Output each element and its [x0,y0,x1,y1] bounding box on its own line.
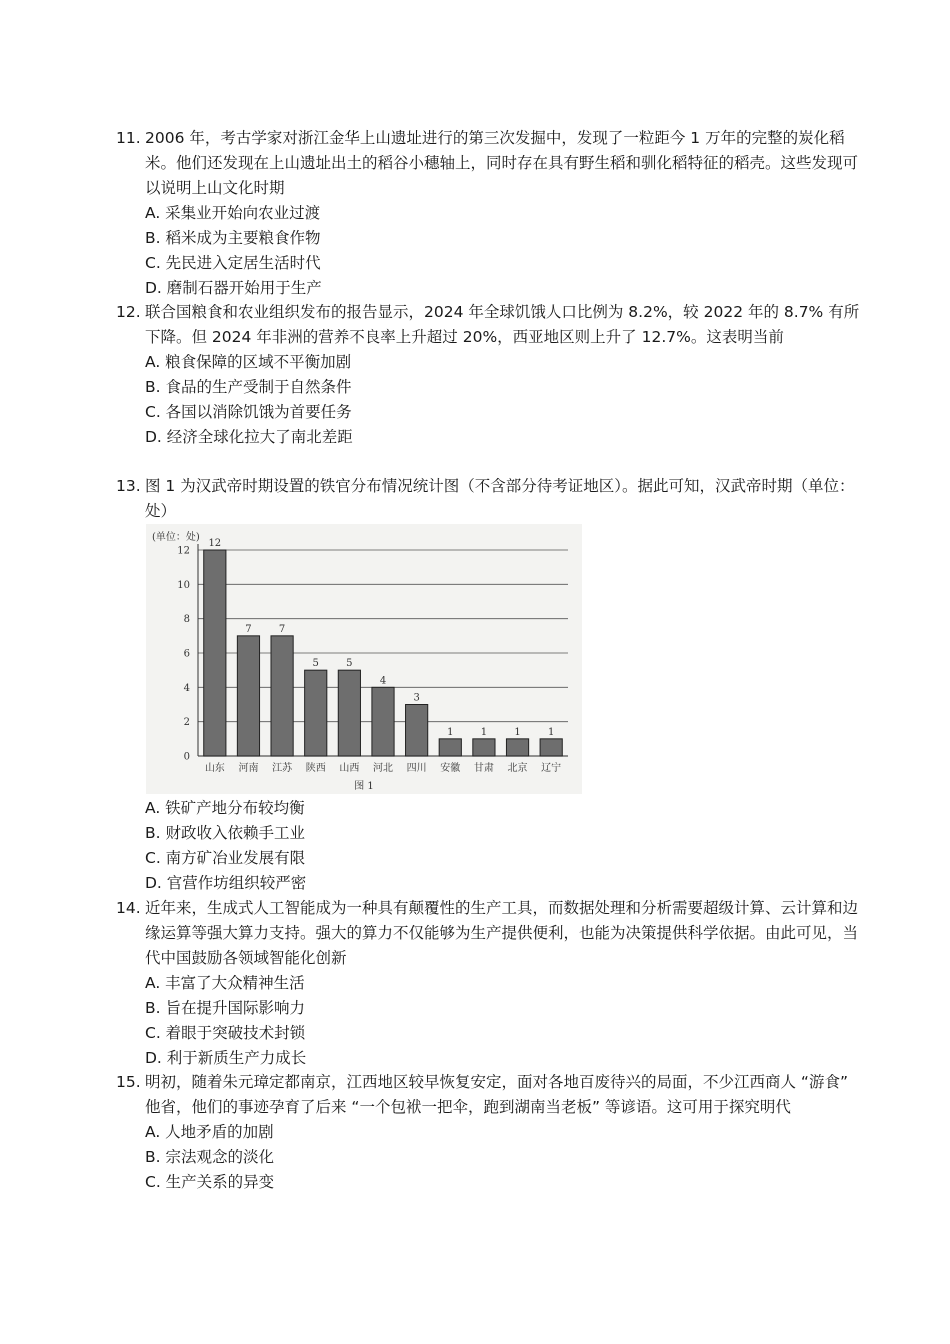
y-tick-label: 0 [183,751,190,763]
option-a: A. 粮食保障的区域不平衡加剧 [145,353,352,371]
question-13-options [116,796,866,896]
option-b: B. 财政收入依赖手工业 [145,824,305,842]
question-text: 2006 年，考古学家对浙江金华上山遗址进行的第三次发掘中，发现了一粒距今 1 万年的完整的炭化稻米。他们还发现在上山遗址出土的稻谷小穗轴上，同时存在具有野生稻和驯化稻特征的稻壳。这些发现可以说明上山文化时期 [145,129,859,197]
option-d: D. 官营作坊组织较严密 [145,874,307,892]
bar [372,687,394,756]
x-category-label: 山东 [204,763,225,774]
chart-svg [146,524,582,794]
y-tick-label: 2 [183,717,190,729]
question-stem [116,1070,866,1120]
bar [439,739,461,756]
option-b: B. 旨在提升国际影响力 [145,999,305,1017]
x-category-label: 山西 [339,763,360,774]
y-tick-label: 8 [183,614,190,626]
bar-value-label: 4 [379,675,387,687]
question-12 [116,300,866,450]
option-c: C. 着眼于突破技术封锁 [145,1024,306,1042]
question-stem [116,300,866,350]
x-category-label: 四川 [406,763,427,774]
option-c: C. 南方矿冶业发展有限 [145,849,306,867]
x-category-label: 安徽 [440,763,461,774]
y-tick-label: 4 [183,682,190,694]
question-stem [116,896,866,971]
x-category-label: 江苏 [272,763,293,774]
question-number: 13. [116,477,141,495]
option-c: C. 各国以消除饥饿为首要任务 [145,403,352,421]
question-14 [116,896,866,1071]
bar [237,636,259,756]
bar [204,550,226,756]
question-text: 联合国粮食和农业组织发布的报告显示，2024 年全球饥饿人口比例为 8.2%，较 2022 年的 8.7% 有所下降。但 2024 年非洲的营养不良率上升超过 20%，西亚地区则上升了 12.7%。这表明当前 [145,303,860,346]
option-a: A. 人地矛盾的加剧 [145,1123,274,1141]
option-b: B. 宗法观念的淡化 [145,1148,274,1166]
x-category-label: 陕西 [305,763,326,774]
bar [406,705,428,757]
question-number: 14. [116,899,141,917]
option-b: B. 食品的生产受制于自然条件 [145,378,352,396]
bar-value-label: 5 [346,658,353,670]
y-tick-label: 6 [183,648,190,660]
option-a: A. 丰富了大众精神生活 [145,974,305,992]
x-category-label: 辽宁 [541,763,562,774]
question-text: 图 1 为汉武帝时期设置的铁官分布情况统计图（不含部分待考证地区）。据此可知，汉武帝时期（单位：处） [145,477,855,520]
question-text: 近年来，生成式人工智能成为一种具有颠覆性的生产工具，而数据处理和分析需要超级计算、云计算和边缘运算等强大算力支持。强大的算力不仅能够为生产提供便利，也能为决策提供科学依据。由此可见，当代中国鼓励各领域智能化创新 [145,899,859,967]
bar [305,670,327,756]
bar-value-label: 1 [480,726,488,738]
bar-value-label: 1 [547,726,555,738]
option-a: A. 铁矿产地分布较均衡 [145,799,305,817]
question-11 [116,126,866,301]
bar-value-label: 7 [278,623,286,635]
chart-title: 图 1 [354,781,374,792]
question-number: 15. [116,1073,141,1091]
y-tick-label: 10 [177,579,190,591]
x-category-label: 北京 [507,763,528,774]
bar [338,670,360,756]
question-stem [116,474,866,524]
bar-value-label: 3 [413,692,420,704]
option-c: C. 生产关系的异变 [145,1173,275,1191]
bar-value-label: 7 [245,623,252,635]
iron-office-bar-chart [146,524,582,794]
x-category-label: 河北 [373,763,393,774]
bar [271,636,293,756]
chart-unit-label: (单位：处) [152,532,200,543]
bar [506,739,528,756]
bar-value-label: 12 [208,538,222,549]
question-15 [116,1070,866,1195]
y-tick-label: 12 [177,545,190,557]
option-c: C. 先民进入定居生活时代 [145,254,321,272]
option-b: B. 稻米成为主要粮食作物 [145,229,321,247]
x-category-label: 甘肃 [473,763,494,774]
question-number: 11. [116,129,141,147]
option-d: D. 经济全球化拉大了南北差距 [145,428,353,446]
x-category-label: 河南 [238,763,259,774]
question-text: 明初，随着朱元璋定都南京，江西地区较早恢复安定，面对各地百废待兴的局面，不少江西商人 “游食” 他省，他们的事迹孕育了后来 “一个包袱一把伞，跑到湖南当老板” 等谚语。这可用于探究明代 [145,1073,848,1116]
bar-value-label: 5 [312,658,319,670]
bar-value-label: 1 [514,726,521,738]
option-d: D. 磨制石器开始用于生产 [145,279,322,297]
bar [473,739,495,756]
option-d: D. 利于新质生产力成长 [145,1049,307,1067]
question-stem [116,126,866,201]
option-a: A. 采集业开始向农业过渡 [145,204,321,222]
bar [540,739,562,756]
question-13 [116,474,866,524]
bar-value-label: 1 [447,726,454,738]
question-number: 12. [116,303,141,321]
